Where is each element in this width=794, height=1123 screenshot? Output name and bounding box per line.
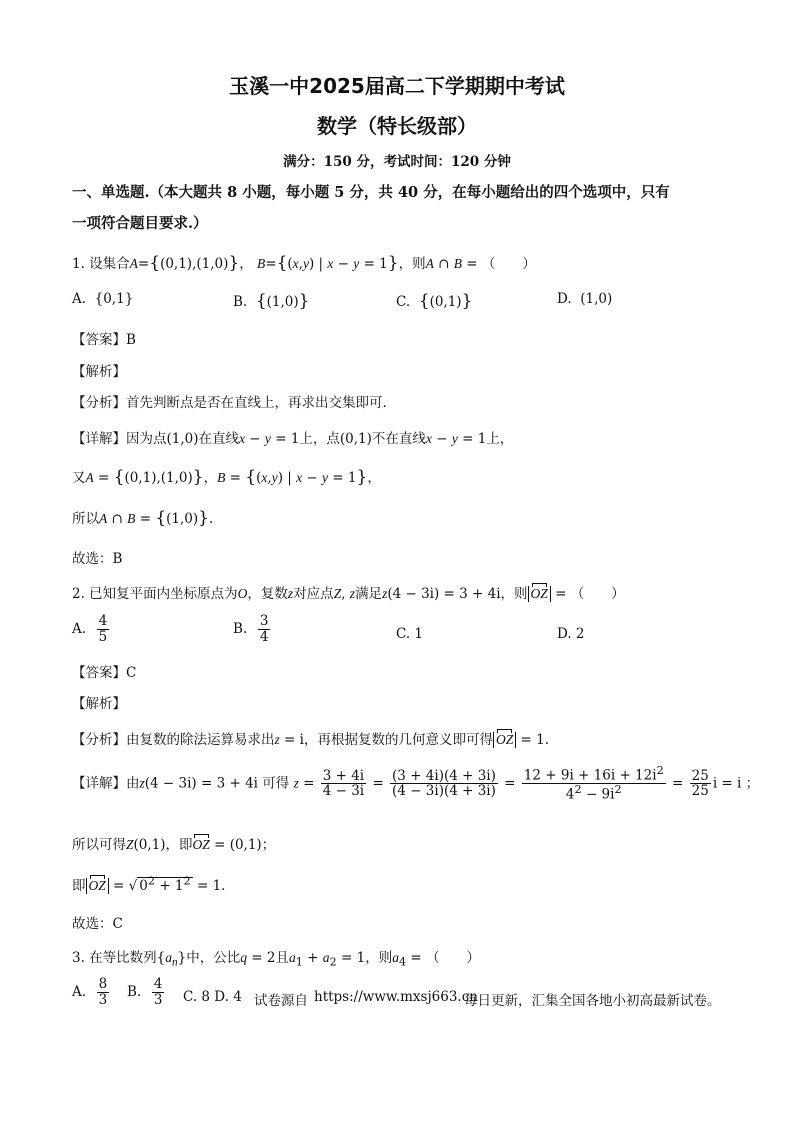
- q1-option-a: A. {0,1}: [72, 291, 134, 307]
- q2-detail: 【详解】由z(4 − 3i) = 3 + 4i 可得 z = $\frac{3 + 4i}{4 - 3i}$ = $\frac{(3 + 4i)(4 + 3i)}{(4 - 3i)(4 + 3i)}$ = $\frac{12 + 9i + 16i + 12i^2}{4^2 - 9i^2}$ = $\frac{25}{25}$ i = i ；: [72, 764, 760, 803]
- q2-option-d: D. 2: [557, 626, 585, 642]
- q2-choose: 故选：C: [72, 916, 123, 932]
- q1-choose: 故选：B: [72, 551, 123, 567]
- section-heading-line1: 一、单选题.（本大题共 8 小题，每小题 5 分，共 40 分，在每小题给出的四个选项中，只有: [72, 184, 670, 201]
- question-3: 3. 在等比数列$\{a_n\}$中，公比q = 2且$a_1 + a_2 = 1$，则$a_4$ = （ ）: [72, 950, 481, 969]
- source-slogan: 每日更新，汇集全国各地小初高最新试卷。: [464, 993, 721, 1009]
- q3-option-b: B. $\frac{4}{3}$: [127, 976, 163, 1008]
- q3-option-cd: C. 8 D. 4: [183, 989, 242, 1005]
- exam-subtitle: 数学（特长级部）: [317, 114, 477, 138]
- q2-option-c: C. 1: [396, 626, 424, 642]
- q2-answer: 【答案】C: [72, 665, 137, 681]
- source-link[interactable]: https://www.mxsj663.cn: [314, 989, 478, 1005]
- q1-detail-sets: 又A = {(0,1),(1,0)}，B = {(x,y) | x − y = 1}，: [72, 467, 381, 487]
- q2-analysis-label: 【解析】: [72, 696, 126, 712]
- exam-title: 玉溪一中2025届高二下学期期中考试: [229, 74, 565, 98]
- section-heading-line2: 一项符合题目要求.）: [72, 215, 208, 232]
- question-1: 1. 设集合A={(0,1),(1,0)}， B={(x,y) | x − y = 1}，则A ∩ B = （ ）: [72, 253, 536, 273]
- q1-fenxi: 【分析】首先判断点是否在直线上，再求出交集即可.: [72, 395, 387, 411]
- q1-conclusion: 所以A ∩ B = {(1,0)}.: [72, 508, 214, 528]
- source-label: 试卷源自: [254, 993, 308, 1009]
- q1-option-c: C. {(0,1)}: [396, 291, 473, 311]
- question-2: 2. 已知复平面内坐标原点为O，复数z对应点Z, z满足z(4 − 3i) = 3 + 4i，则 OZ = （ ）: [72, 586, 625, 602]
- q1-analysis-label: 【解析】: [72, 364, 126, 380]
- q2-option-b: B. $\frac{3}{4}$: [233, 613, 269, 645]
- q2-fenxi: 【分析】由复数的除法运算易求出z = i，再根据复数的几何意义即可得 OZ = 1.: [72, 732, 550, 748]
- exam-meta: 满分：150 分，考试时间：120 分钟: [283, 154, 511, 170]
- q1-answer: 【答案】B: [72, 332, 136, 348]
- q2-option-a: A. $\frac{4}{5}$: [72, 613, 108, 645]
- q2-modulus: 即 OZ = √ $0^2 + 1^2 = 1$.: [72, 874, 226, 894]
- q3-option-a: A. $\frac{8}{3}$: [72, 976, 108, 1008]
- q1-detail: 【详解】因为点(1,0)在直线x − y = 1上，点(0,1)不在直线x − y = 1上，: [72, 431, 514, 447]
- q2-point: 所以可得Z(0,1)，即OZ = (0,1)；: [72, 837, 276, 853]
- q1-option-b: B. {(1,0)}: [233, 291, 310, 311]
- q1-option-d: D. (1,0): [557, 291, 613, 307]
